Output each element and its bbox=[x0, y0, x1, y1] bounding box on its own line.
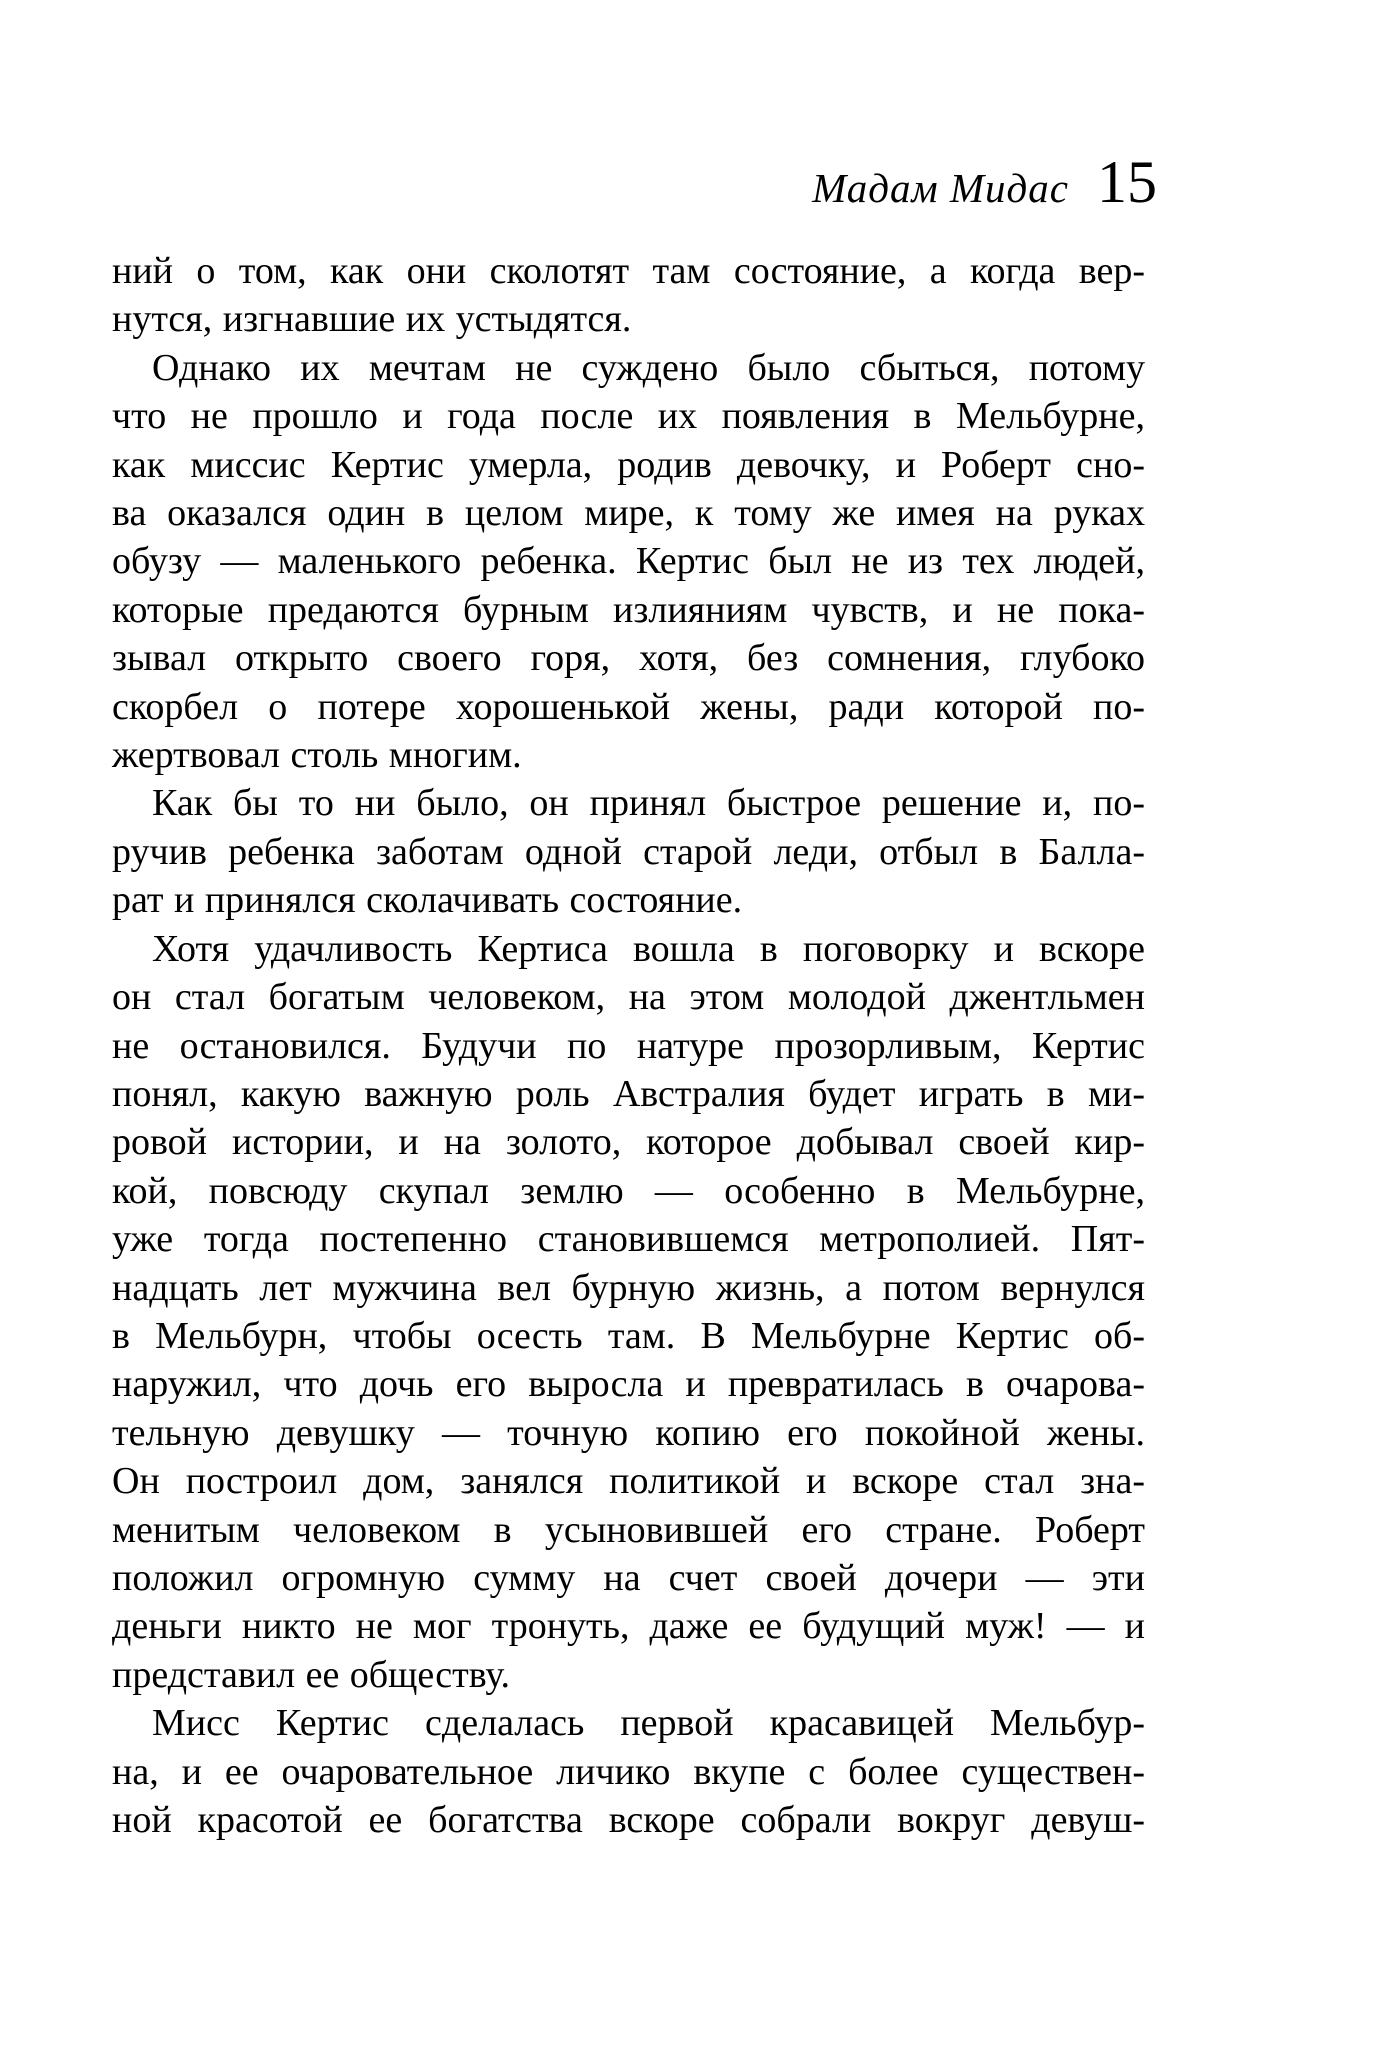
text-line: Хотя удачливость Кертиса вошла в поговорку и вскоре bbox=[152, 927, 1145, 970]
text-line: которые предаются бурным излияниям чувств, и не пока- bbox=[112, 588, 1145, 631]
text-line: менитым человеком в усыновившей его стране. Роберт bbox=[112, 1508, 1145, 1551]
text-line: что не прошло и года после их появления в Мельбурне, bbox=[112, 395, 1145, 438]
text-line: уже тогда постепенно становившемся метрополией. Пят- bbox=[112, 1218, 1145, 1261]
text-line: скорбел о потере хорошенькой жены, ради которой по- bbox=[112, 685, 1145, 728]
page-header bbox=[112, 149, 1157, 215]
text-line: тельную девушку — точную копию его покойной жены. bbox=[112, 1411, 1145, 1454]
paragraph bbox=[112, 925, 1145, 1700]
text-line: ний о том, как они сколотят там состояние, а когда вер- bbox=[112, 250, 1145, 292]
body-text bbox=[112, 247, 1145, 1844]
text-line: понял, какую важную роль Австралия будет играть в ми- bbox=[112, 1072, 1145, 1115]
running-title: Мадам Мидас bbox=[812, 165, 1069, 211]
text-line: ровой истории, и на золото, которое добывал своей кир- bbox=[112, 1121, 1145, 1164]
text-line: деньги никто не мог тронуть, даже ее будущий муж! — и bbox=[112, 1605, 1145, 1648]
page-number: 15 bbox=[1097, 149, 1157, 215]
text-line: не остановился. Будучи по натуре прозорливым, Кертис bbox=[112, 1024, 1145, 1067]
text-line: он стал богатым человеком, на этом молодой джентльмен bbox=[112, 976, 1145, 1019]
text-line: Однако их мечтам не суждено было сбыться, потому bbox=[152, 346, 1145, 389]
paragraph bbox=[112, 344, 1145, 780]
paragraph bbox=[112, 247, 1145, 344]
text-line: обузу — маленького ребенка. Кертис был не из тех людей, bbox=[112, 540, 1145, 583]
text-line: на, и ее очаровательное личико вкупе с более существен- bbox=[112, 1750, 1145, 1793]
text-line: рат и принялся сколачивать состояние. bbox=[112, 879, 743, 922]
text-line: в Мельбурн, чтобы осесть там. В Мельбурне Кертис об- bbox=[112, 1314, 1145, 1357]
text-line: положил огромную сумму на счет своей дочери — эти bbox=[112, 1556, 1145, 1599]
text-line: ручив ребенка заботам одной старой леди, отбыл в Балла- bbox=[112, 830, 1145, 873]
text-line: жертвовал столь многим. bbox=[112, 734, 522, 777]
text-line: как миссис Кертис умерла, родив девочку, и Роберт сно- bbox=[112, 443, 1145, 486]
text-line: нутся, изгнавшие их устыдятся. bbox=[112, 298, 632, 341]
text-line: Мисс Кертис сделалась первой красавицей Мельбур- bbox=[152, 1702, 1145, 1745]
text-line: Как бы то ни было, он принял быстрое решение и, по- bbox=[152, 782, 1145, 825]
text-line: зывал открыто своего горя, хотя, без сомнения, глубоко bbox=[112, 637, 1145, 680]
text-line: надцать лет мужчина вел бурную жизнь, а потом вернулся bbox=[112, 1266, 1145, 1309]
text-line: ва оказался один в целом мире, к тому же имея на руках bbox=[112, 492, 1145, 535]
text-line: представил ее обществу. bbox=[112, 1653, 511, 1696]
text-line: ной красотой ее богатства вскоре собрали вокруг девуш- bbox=[112, 1799, 1145, 1841]
paragraph bbox=[112, 1699, 1145, 1844]
paragraph bbox=[112, 779, 1145, 924]
text-line: наружил, что дочь его выросла и превратилась в очарова- bbox=[112, 1363, 1145, 1406]
text-line: кой, повсюду скупал землю — особенно в Мельбурне, bbox=[112, 1169, 1145, 1212]
text-line: Он построил дом, занялся политикой и вскоре стал зна- bbox=[112, 1460, 1145, 1503]
